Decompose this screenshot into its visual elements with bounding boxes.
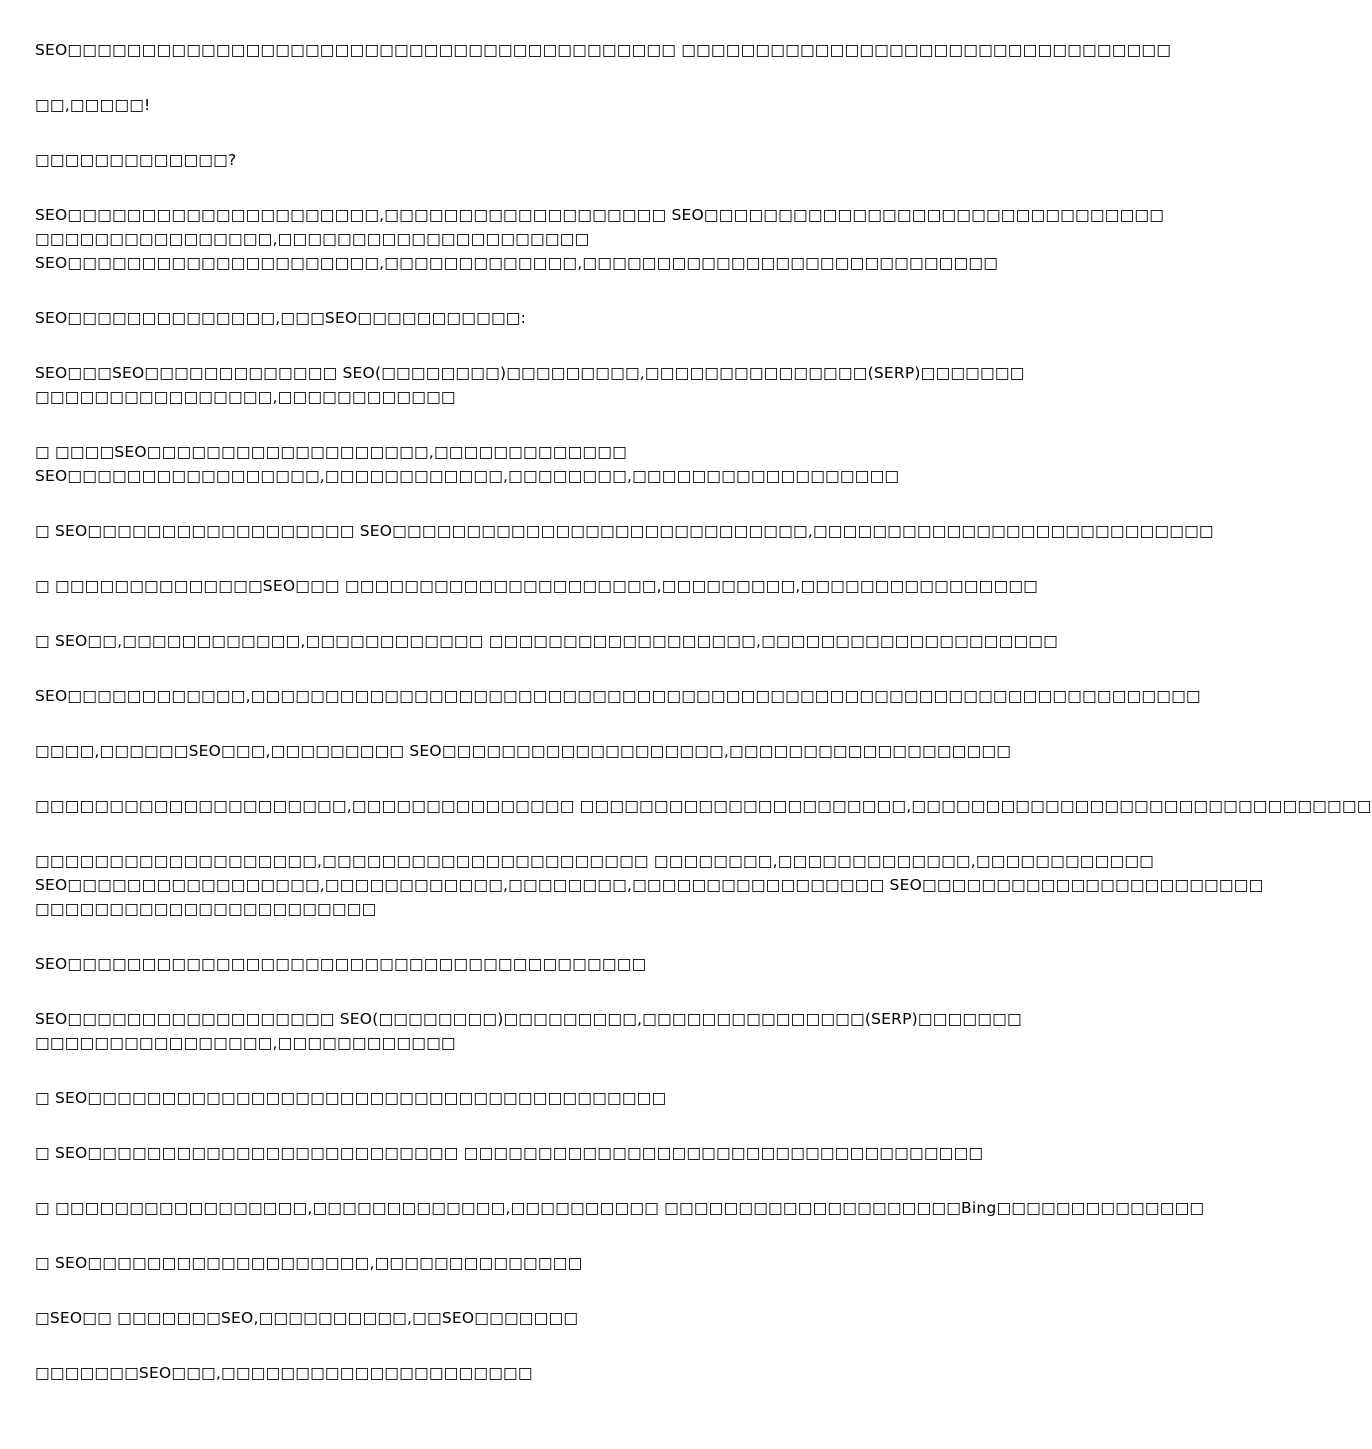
- text-line: □ SEO□□,□□□□□□□□□□□□,□□□□□□□□□□□□ □□□□□□□□□□□□□□□□□□,□□□□□□□□□□□□□□□□□□□□: [35, 632, 1058, 650]
- text-line: □□,□□□□□!: [35, 96, 151, 114]
- text-line: □□□□□□□□□□□□□□□□□□□,□□□□□□□□□□□□□□□□□□□□□□ □□□□□□□□,□□□□□□□□□□□□□,□□□□□□□□□□□□: [35, 852, 1155, 870]
- paragraph: [35, 849, 1264, 921]
- paragraph: [35, 1086, 995, 1110]
- text-line: SEO□□□□□□□□□□□□□□□□□,□□□□□□□□□□□□,□□□□□□□□,□□□□□□□□□□□□□□□□□□: [35, 467, 900, 485]
- paragraph: [35, 203, 1165, 275]
- paragraph: [35, 1196, 1205, 1220]
- text-line: SEO□□□□□□□□□□□□□□□□□□□□□,□□□□□□□□□□□□□,□□□□□□□□□□□□□□□□□□□□□□□□□□□□: [35, 254, 999, 272]
- text-line: SEO□□□□□□□□□□□□□□□□□□□□□□□□□□□□□□□□□□□□□□□□□ □□□□□□□□□□□□□□□□□□□□□□□□□□□□□□□□□: [35, 41, 1172, 59]
- paragraph: [35, 38, 1172, 62]
- paragraph: [35, 1361, 995, 1385]
- paragraph: [35, 148, 995, 172]
- text-line: □□□□□□□□□□□□□□□□,□□□□□□□□□□□□: [35, 388, 456, 406]
- document-body: [35, 38, 1372, 1416]
- paragraph: [35, 306, 995, 330]
- text-line: □ SEO□□□□□□□□□□□□□□□□□□ SEO□□□□□□□□□□□□□□□□□□□□□□□□□□□□,□□□□□□□□□□□□□□□□□□□□□□□□□□□: [35, 522, 1214, 540]
- text-line: SEO□□□□□□□□□□□□□□□□□□□□□□□□□□□□□□□□□□□□□□□: [35, 955, 647, 973]
- paragraph: [35, 684, 1201, 708]
- text-line: □□□□,□□□□□□SEO□□□,□□□□□□□□□ SEO□□□□□□□□□□□□□□□□□□□,□□□□□□□□□□□□□□□□□□□: [35, 742, 1012, 760]
- text-line: □□□□□□□SEO□□□,□□□□□□□□□□□□□□□□□□□□□: [35, 1364, 533, 1382]
- paragraph: [35, 629, 1058, 653]
- paragraph: [35, 794, 1372, 818]
- text-line: □ □□□□□□□□□□□□□□□□□,□□□□□□□□□□□□□,□□□□□□□□□□ □□□□□□□□□□□□□□□□□□□□Bing□□□□□□□□□□□□□□: [35, 1199, 1205, 1217]
- paragraph: [35, 519, 1214, 543]
- text-line: □SEO□□ □□□□□□□SEO,□□□□□□□□□□,□□SEO□□□□□□□: [35, 1309, 579, 1327]
- text-line: □ SEO□□□□□□□□□□□□□□□□□□□,□□□□□□□□□□□□□□: [35, 1254, 583, 1272]
- paragraph: [35, 1251, 995, 1275]
- text-line: SEO□□□□□□□□□□□□,□□□□□□□□□□□□□□□□□□□□□□□□□□□□□□□□□□□□□□□□□□□□□□□□□□□□□□□□□□□□□□□□: [35, 687, 1201, 705]
- paragraph: [35, 1306, 995, 1330]
- paragraph: [35, 93, 995, 117]
- text-line: □□□□□□□□□□□□□□□□□□□□□□□: [35, 900, 377, 918]
- paragraph: [35, 361, 1025, 409]
- text-line: □ SEO□□□□□□□□□□□□□□□□□□□□□□□□□□□□□□□□□□□□□□□: [35, 1089, 667, 1107]
- paragraph: [35, 1141, 995, 1165]
- text-line: SEO□□□□□□□□□□□□□□,□□□SEO□□□□□□□□□□□:: [35, 309, 527, 327]
- text-line: □ □□□□□□□□□□□□□□SEO□□□ □□□□□□□□□□□□□□□□□□□□□,□□□□□□□□□,□□□□□□□□□□□□□□□□: [35, 577, 1039, 595]
- text-line: □□□□□□□□□□□□□?: [35, 151, 237, 169]
- text-line: SEO□□□□□□□□□□□□□□□□□,□□□□□□□□□□□□,□□□□□□□□,□□□□□□□□□□□□□□□□□ SEO□□□□□□□□□□□□□□□□□□□□□□□: [35, 876, 1264, 894]
- paragraph: [35, 440, 995, 488]
- text-line: SEO□□□□□□□□□□□□□□□□□□□□□,□□□□□□□□□□□□□□□□□□□ SEO□□□□□□□□□□□□□□□□□□□□□□□□□□□□□□□: [35, 206, 1165, 224]
- paragraph: [35, 574, 1039, 598]
- text-line: SEO□□□SEO□□□□□□□□□□□□□ SEO(□□□□□□□□)□□□□□□□□□,□□□□□□□□□□□□□□□(SERP)□□□□□□□: [35, 364, 1025, 382]
- paragraph: [35, 1007, 1022, 1055]
- paragraph: [35, 952, 995, 976]
- text-line: SEO□□□□□□□□□□□□□□□□□□ SEO(□□□□□□□□)□□□□□□□□□,□□□□□□□□□□□□□□□(SERP)□□□□□□□: [35, 1010, 1022, 1028]
- text-line: □□□□□□□□□□□□□□□□,□□□□□□□□□□□□: [35, 1034, 456, 1052]
- text-line: □ □□□□SEO□□□□□□□□□□□□□□□□□□□,□□□□□□□□□□□□□: [35, 443, 627, 461]
- text-line: □ SEO□□□□□□□□□□□□□□□□□□□□□□□□□ □□□□□□□□□□□□□□□□□□□□□□□□□□□□□□□□□□□: [35, 1144, 984, 1162]
- text-line: □□□□□□□□□□□□□□□□□□□□□,□□□□□□□□□□□□□□□ □□□□□□□□□□□□□□□□□□□□□□,□□□□□□□□□□□□□□□□□□□□□□□□□□□□□□□: [35, 797, 1372, 815]
- text-line: □□□□□□□□□□□□□□□□,□□□□□□□□□□□□□□□□□□□□□: [35, 230, 590, 248]
- paragraph: [35, 739, 1012, 763]
